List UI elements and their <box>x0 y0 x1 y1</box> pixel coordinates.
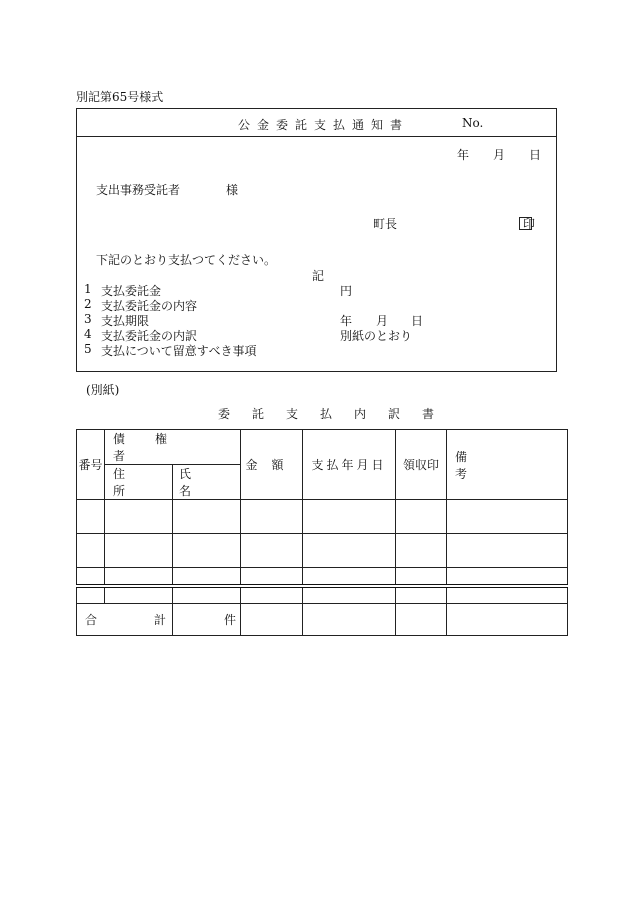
honorific: 様 <box>226 183 239 197</box>
seal-mark <box>519 215 535 232</box>
total-row <box>77 604 568 636</box>
total-left <box>77 604 173 636</box>
table-row <box>77 568 568 586</box>
item-3-day: 日 <box>411 314 424 328</box>
item-3-label: 支払期限 <box>101 314 150 328</box>
total-left-label: 合 <box>85 613 98 627</box>
item-4-value: 別紙のとおり <box>340 329 413 343</box>
header-creditor: 債権者 <box>105 430 241 465</box>
header-row <box>77 430 568 465</box>
header-address: 住所 <box>105 465 173 500</box>
item-3-num: 3 <box>84 312 92 326</box>
table-row <box>77 500 568 534</box>
header-name: 氏名 <box>173 465 241 500</box>
title-divider <box>76 136 557 137</box>
ki-label: 記 <box>312 269 325 283</box>
date-day: 日 <box>529 148 542 162</box>
item-4-num: 4 <box>84 327 92 341</box>
table-row <box>77 586 568 604</box>
header-pay-date: 支払年月日 <box>303 430 396 500</box>
item-3-month: 月 <box>376 314 389 328</box>
item-3-year: 年 <box>340 314 353 328</box>
item-4-label: 支払委託金の内訳 <box>101 329 198 343</box>
attachment-label: (別紙) <box>86 383 120 397</box>
header-receipt-seal: 領収印 <box>396 430 447 500</box>
breakdown-table <box>76 429 568 636</box>
date-year: 年 <box>457 148 470 162</box>
item-2-num: 2 <box>84 297 92 311</box>
header-remarks: 備考 <box>447 430 568 500</box>
addressee: 支出事務受託者 <box>96 183 181 197</box>
item-2-label: 支払委託金の内容 <box>101 299 198 313</box>
sender: 町長 <box>373 217 398 231</box>
attachment-title: 委託支払内訳書 <box>218 407 457 421</box>
item-1-value: 円 <box>340 284 353 298</box>
item-1-num: 1 <box>84 282 92 296</box>
header-amount: 金額 <box>241 430 303 500</box>
item-1-label: 支払委託金 <box>101 284 162 298</box>
instruction: 下記のとおり支払つてください。 <box>96 253 277 267</box>
notice-number-label: No. <box>462 116 484 130</box>
item-5-num: 5 <box>84 342 92 356</box>
item-5-label: 支払について留意すべき事項 <box>101 344 257 358</box>
total-count <box>173 604 241 636</box>
table-row <box>77 534 568 568</box>
header-number: 番号 <box>77 430 105 500</box>
notice-title: 公金委託支払通知書 <box>238 118 410 132</box>
form-id: 別記第65号様式 <box>76 90 164 104</box>
date-month: 月 <box>493 148 506 162</box>
seal-label: 印 <box>523 217 536 231</box>
total-mid-label: 計 <box>153 613 166 627</box>
total-count-label: 件 <box>224 613 237 627</box>
